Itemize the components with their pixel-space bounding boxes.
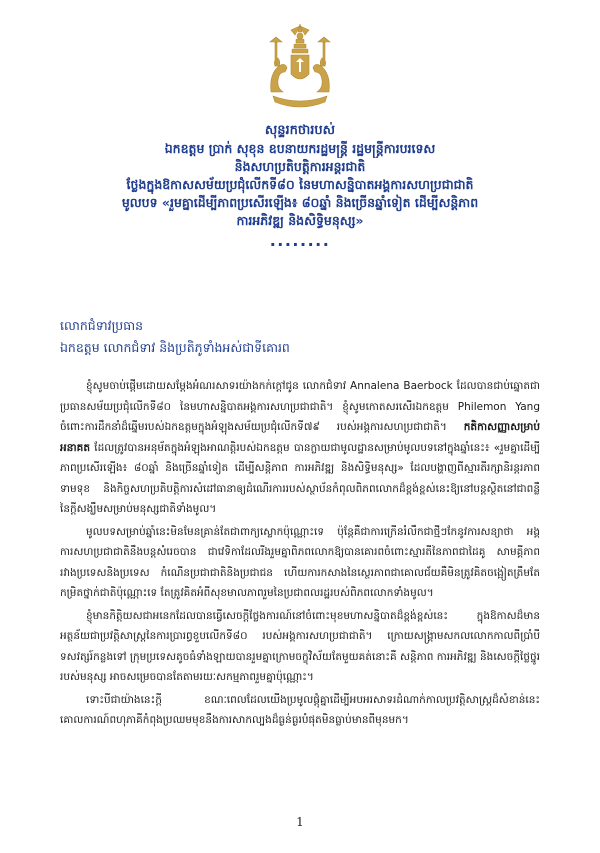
salutation-line-2: ឯកឧត្តម លោកជំទាវ និងប្រតិភូទាំងអស់ជាទីគោរព xyxy=(60,340,290,355)
header-line-theme: មូលបទ «រួមគ្នាដើម្បីភាពប្រសើរឡើង៖ ៨០ឆ្នាំ និងច្រើនឆ្នាំទៀត ដើម្បីសន្តិភាព xyxy=(121,195,479,210)
paragraph-3: ខ្ញុំមានកិត្តិយសជាអនេកដែលបានធ្វើសេចក្តីថ្លែងការណ៍នៅចំពោះមុខមហាសន្និបាតដ៏ខ្ពង់ខ្ពស់នេះ ក្នុងឱកាសដ៏មានអត្ថន័យជាប្រវត្តិសាស្ត្រនៃការប្រារព្ធខួបលើកទី៨០ របស់អង្គការសហប្រជាជាតិ។ ក្រោយសង្គ្រាមសកលលោកកាលពីប្រាំបីទសវត្សរ៍កន្លងទៅ ក្រុមប្រទេសតូចធំទាំងឡាយបានរួមគ្នាក្រោមចក្ខុវិស័យតែមួយគត់នោះគឺ សន្តិភាព ការអភិវឌ្ឍ និងសេចក្តីថ្លៃថ្នូររបស់មនុស្ស អាចសម្រេចបានតែតាមរយៈសកម្មភាពរួមគ្នាប៉ុណ្ណោះ។ xyxy=(60,609,540,683)
coat-of-arms-icon xyxy=(263,22,337,114)
header-separator: ........ xyxy=(269,231,331,250)
header-line-theme-cont: ការអភិវឌ្ឍ និងសិទ្ធិមនុស្ស» xyxy=(236,213,364,228)
header-line-ministry: និងសហប្រតិបត្តិការអន្តរជាតិ xyxy=(234,159,366,174)
paragraph-2: មូលបទសម្រាប់ឆ្នាំនេះមិនមែនគ្រាន់តែជាពាក្យស្លោកប៉ុណ្ណោះទេ ប៉ុន្តែគឺជាការក្រើនរំលឹកជាថ្មីៗកែនូវការសន្យាថា អង្គការសហប្រជាជាតិនឹងបន្តសំរេចបាន ជាវេទិកាដែលរីងរួមគ្នាពិភពលោកឱ្យបានគោរពចំពោះស្មារតីនៃភាពជាដៃគូ សាមគ្គីភាពរវាងប្រទេសនិងប្រទេស កំណើនប្រជាជាតិនិងប្រជាជន ហើយការកសាងនៃស្ថេរភាពជាគោលជ័យគឺមិនត្រូវគិតចង្អៀតត្រឹមតែកម្រិតថ្នាក់ជាតិប៉ុណ្ណោះទេ តែត្រូវគិតអំពីសុខមាលភាពរួមនៃប្រជាពលរដ្ឋរបស់ពិភពលោកទាំងមូល។ xyxy=(60,525,540,599)
header-line-title: សុន្ទរកថារបស់ xyxy=(264,123,336,138)
paragraph-1-bold-term: កតិកាសញ្ញាសម្រាប់អនាគត xyxy=(60,421,540,454)
header-line-occasion: ថ្លែងក្នុងឱកាសសម័យប្រជុំលើកទី៨០ នៃមហាសន្និបាតអង្គការសហប្រជាជាតិ xyxy=(126,177,474,192)
salutation xyxy=(60,315,540,359)
salutation-line-1: លោកជំទាវប្រធាន xyxy=(60,318,144,333)
paragraph-1-text-before: ខ្ញុំសូមចាប់ផ្តើមដោយសម្តែងអំណរសាទរយ៉ាងកក់ក្តៅជូន លោកជំទាវ Annalena Baerbock ដែលបានជាប់ឆ្នោតជាប្រធានសម័យប្រជុំលើកទី៨០ នៃមហាសន្និបាតអង្គការសហប្រជាជាតិ។ ខ្ញុំសូមកោតសរសើរឯកឧត្តម Philemon Yang ចំពោះការដឹកនាំដ៏ឆ្នើមរបស់ឯកឧត្តមក្នុងអំឡុងសម័យប្រជុំលើកទី៧៩ របស់អង្គការសហប្រជាជាតិ។ xyxy=(60,380,540,433)
paragraph-1-text-after: ដែលត្រូវបានអនុម័តក្នុងអំឡុងអាណត្តិរបស់ឯកឧត្តម បានក្លាយជាមូលដ្ឋានសម្រាប់មូលបទនៅក្នុងឆ្នាំនេះ៖ «រួមគ្នាដើម្បីភាពប្រសើរឡើង៖ ៨០ឆ្នាំ និងច្រើនឆ្នាំទៀត ដើម្បីសន្តិភាព ការអភិវឌ្ឍ និងសិទ្ធិមនុស្ស» ដែលបង្ហាញពីស្មារតីរក្សានិរន្តរភាពទាមទុខ និងកិច្ចសហប្រតិបត្តិការសំដៅធានាឲ្យដំណើរការរបស់ស្ថាប័នកំពុលពិភពលោកដ៏ខ្ពង់ខ្ពស់នេះឱ្យនៅបន្តស្ថិតនៅជាពន្លឺនៃក្តីសង្ឃឹមសម្រាប់មនុស្សជាតិទាំងមូល។ xyxy=(60,441,540,515)
header-line-speaker: ឯកឧត្តម ប្រាក់ សុខុន ឧបនាយករដ្ឋមន្ត្រី រដ្ឋមន្ត្រីការបរទេស xyxy=(164,141,436,156)
page-number: 1 xyxy=(296,815,304,829)
speech-body xyxy=(60,376,540,733)
paragraph-1 xyxy=(60,376,540,520)
paragraph-4: ទោះបីជាយ៉ាងនេះក្តី ខណៈពេលដែលយើងប្រមូលផ្តុំគ្នាដើម្បីអបអរសាទរដំណាក់កាលប្រវត្តិសាស្ត្រដ៏សំខាន់នេះ គោលការណ៍ពហុភាគីកំពុងប្រឈមមុខនឹងការសាកល្បងដ៏ធ្ងន់ធ្ងរបំផុតមិនធ្លាប់មានពីមុនមក។ xyxy=(60,693,540,726)
speech-header xyxy=(60,122,540,248)
